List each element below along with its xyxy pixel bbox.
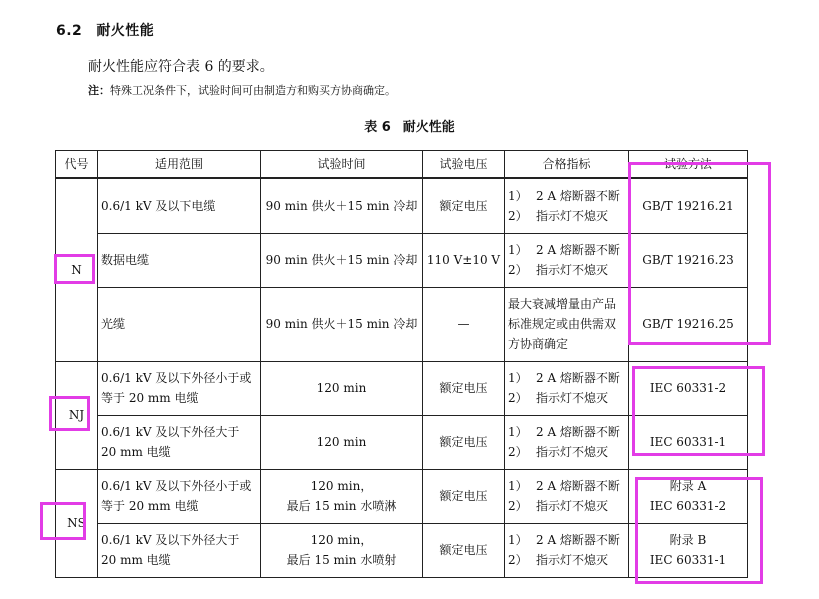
criteria-cell: 1） 2 A 熔断器不断 2） 指示灯不熄灭 <box>505 523 629 577</box>
time-cell: 120 min， 最后 15 min 水喷射 <box>261 523 423 577</box>
intro-text: 耐火性能应符合表 6 的要求。 <box>88 59 274 75</box>
time-cell: 120 min <box>261 415 423 469</box>
method-cell: 附录 A IEC 60331-2 <box>629 469 748 523</box>
time-cell: 90 min 供火＋15 min 冷却 <box>261 287 423 361</box>
section-title: 耐火性能 <box>96 23 155 39</box>
code-cell: NS <box>56 469 98 577</box>
note-text: 特殊工况条件下，试验时间可由制造方和购买方协商确定。 <box>110 84 396 97</box>
voltage-cell: 额定电压 <box>423 523 505 577</box>
header-time: 试验时间 <box>261 151 423 179</box>
voltage-cell: — <box>423 287 505 361</box>
scope-cell: 0.6/1 kV 及以下外径小于或等于 20 mm 电缆 <box>98 361 261 415</box>
time-cell: 120 min <box>261 361 423 415</box>
code-cell: NJ <box>56 361 98 469</box>
header-criteria: 合格指标 <box>505 151 629 179</box>
criteria-cell: 最大衰减增量由产品标准规定或由供需双方协商确定 <box>505 287 629 361</box>
section-heading <box>56 20 154 40</box>
voltage-cell: 额定电压 <box>423 361 505 415</box>
scope-cell: 0.6/1 kV 及以下电缆 <box>98 178 261 233</box>
time-cell: 90 min 供火＋15 min 冷却 <box>261 178 423 233</box>
table-caption-label: 表 6 <box>364 120 391 135</box>
method-cell: IEC 60331-1 <box>629 415 748 469</box>
note-label: 注： <box>88 84 110 97</box>
voltage-cell: 额定电压 <box>423 178 505 233</box>
table-row <box>56 469 748 523</box>
criteria-cell: 1） 2 A 熔断器不断 2） 指示灯不熄灭 <box>505 178 629 233</box>
voltage-cell: 额定电压 <box>423 469 505 523</box>
criteria-cell: 1） 2 A 熔断器不断 2） 指示灯不熄灭 <box>505 361 629 415</box>
method-cell: IEC 60331-2 <box>629 361 748 415</box>
table-row <box>56 415 748 469</box>
table-row <box>56 523 748 577</box>
criteria-cell: 1） 2 A 熔断器不断 2） 指示灯不熄灭 <box>505 469 629 523</box>
scope-cell: 光缆 <box>98 287 261 361</box>
table-row <box>56 233 748 287</box>
header-code: 代号 <box>56 151 98 179</box>
method-cell: GB/T 19216.21 <box>629 178 748 233</box>
scope-cell: 0.6/1 kV 及以下外径大于 20 mm 电缆 <box>98 415 261 469</box>
header-method: 试验方法 <box>629 151 748 179</box>
voltage-cell: 110 V±10 V <box>423 233 505 287</box>
scope-cell: 数据电缆 <box>98 233 261 287</box>
table-caption-title: 耐火性能 <box>402 120 455 135</box>
method-cell: GB/T 19216.25 <box>629 287 748 361</box>
method-cell: 附录 B IEC 60331-1 <box>629 523 748 577</box>
table-caption <box>0 116 819 135</box>
header-scope: 适用范围 <box>98 151 261 179</box>
scope-cell: 0.6/1 kV 及以下外径大于 20 mm 电缆 <box>98 523 261 577</box>
fire-resistance-table <box>55 150 748 578</box>
section-number: 6.2 <box>56 23 83 39</box>
voltage-cell: 额定电压 <box>423 415 505 469</box>
criteria-cell: 1） 2 A 熔断器不断 2） 指示灯不熄灭 <box>505 415 629 469</box>
table-row <box>56 361 748 415</box>
table-row <box>56 287 748 361</box>
code-cell: N <box>56 178 98 361</box>
time-cell: 120 min， 最后 15 min 水喷淋 <box>261 469 423 523</box>
scope-cell: 0.6/1 kV 及以下外径小于或等于 20 mm 电缆 <box>98 469 261 523</box>
method-cell: GB/T 19216.23 <box>629 233 748 287</box>
table-row <box>56 178 748 233</box>
time-cell: 90 min 供火＋15 min 冷却 <box>261 233 423 287</box>
criteria-cell: 1） 2 A 熔断器不断 2） 指示灯不熄灭 <box>505 233 629 287</box>
table-header-row <box>56 151 748 179</box>
note <box>88 82 396 98</box>
header-voltage: 试验电压 <box>423 151 505 179</box>
